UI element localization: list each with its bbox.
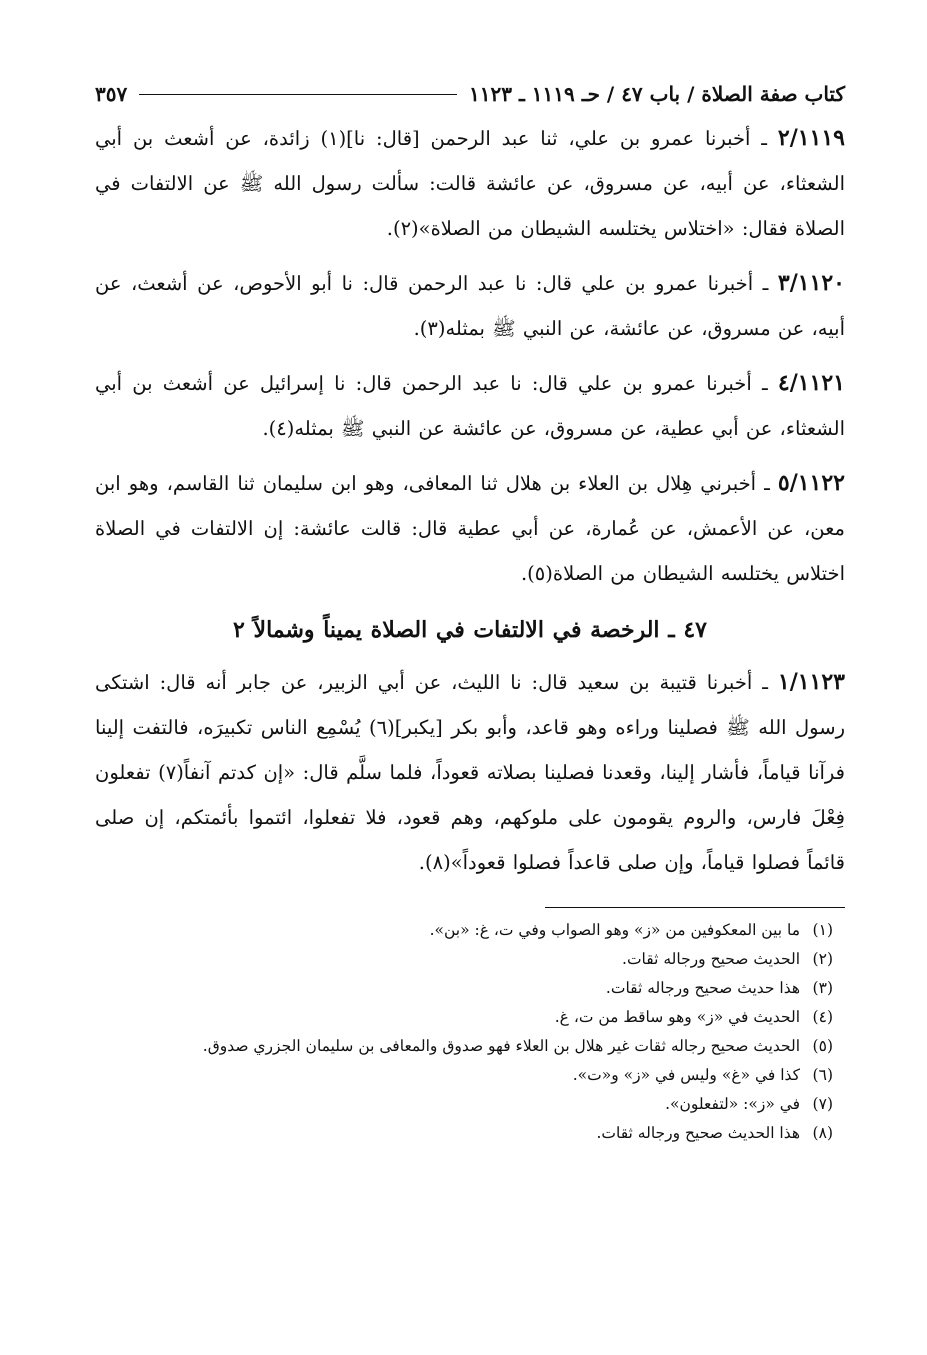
hadith-paragraph	[95, 461, 845, 596]
footnote-item	[95, 1032, 833, 1061]
footnote-marker: (٣)	[812, 979, 833, 997]
header-rule	[139, 94, 457, 95]
running-header	[95, 72, 845, 116]
footnote-item	[95, 1090, 833, 1119]
footnote-text: الحديث صحيح رجاله ثقات غير هلال بن العلاء فهو صدوق والمعافى بن سليمان الجزري صدوق.	[202, 1037, 801, 1055]
book-page	[95, 72, 845, 1148]
footnote-text: هذا حديث صحيح ورجاله ثقات.	[605, 979, 801, 997]
footnote-text: في «ز»: «لتفعلون».	[665, 1095, 801, 1113]
page-number: ٣٥٧	[95, 82, 128, 106]
hadith-paragraph	[95, 361, 845, 451]
hadith-text: ـ أخبرنا عمرو بن علي قال: نا عبد الرحمن قال: نا إسرائيل عن أشعث بن أبي الشعثاء، عن أبي عطية، عن مسروق، عن عائشة عن النبي ﷺ بمثله(٤).	[95, 372, 845, 440]
hadith-paragraph	[95, 261, 845, 351]
footnote-item	[95, 945, 833, 974]
footnote-item	[95, 916, 833, 945]
footnote-marker: (٨)	[812, 1124, 833, 1142]
footnote-marker: (١)	[812, 921, 833, 939]
hadith-text: ـ أخبرنا قتيبة بن سعيد قال: نا الليث، عن أبي الزبير، عن جابر أنه قال: اشتكى رسول الله ﷺ فصلينا وراءه وهو قاعد، وأبو بكر [يكبر](٦) يُسْمِع الناس تكبيرَه، فالتفت إلينا فرآنا قياماً، فأشار إلينا، وقعدنا فصلينا بصلاته قعوداً، فلما سلَّم قال: «إن كدتم آنفاً(٧) تفعلون فِعْلَ فارس، والروم يقومون على ملوكهم، وهم قعود، فلا تفعلوا، ائتموا بأئمتكم، إن صلى قائماً فصلوا قياماً، وإن صلى قاعداً فصلوا قعوداً»(٨).	[95, 671, 845, 874]
footnote-text: الحديث صحيح ورجاله ثقات.	[622, 950, 801, 968]
footnote-text: الحديث في «ز» وهو ساقط من ت، غ.	[554, 1008, 801, 1026]
footnote-marker: (٧)	[812, 1095, 833, 1113]
hadith-number: ٢/١١١٩	[777, 125, 845, 151]
footnote-item	[95, 1119, 833, 1148]
footnote-item	[95, 1003, 833, 1032]
footnote-text: هذا الحديث صحيح ورجاله ثقات.	[596, 1124, 801, 1142]
footnotes	[95, 916, 833, 1148]
hadith-number: ١/١١٢٣	[777, 669, 845, 695]
hadith-text: ـ أخبرنا عمرو بن علي، ثنا عبد الرحمن [قال: نا](١) زائدة، عن أشعث بن أبي الشعثاء، عن أبيه، عن مسروق، عن عائشة قالت: سألت رسول الله ﷺ عن الالتفات في الصلاة فقال: «اختلاس يختلسه الشيطان من الصلاة»(٢).	[95, 127, 845, 240]
hadith-number: ٤/١١٢١	[777, 370, 845, 396]
hadith-paragraph	[95, 116, 845, 251]
footnote-marker: (٤)	[812, 1008, 833, 1026]
footnote-marker: (٦)	[812, 1066, 833, 1084]
chapter-heading: ٤٧ ـ الرخصة في الالتفات في الصلاة يميناً وشمالاً ٢	[233, 617, 707, 643]
header-title: كتاب صفة الصلاة / باب ٤٧ / حـ ١١١٩ ـ ١١٢٣	[469, 82, 845, 106]
hadith-number: ٣/١١٢٠	[777, 270, 845, 296]
hadith-paragraph	[95, 660, 845, 885]
footnote-item	[95, 1061, 833, 1090]
hadith-text: ـ أخبرني هِلال بن العلاء بن هلال ثنا المعافى، وهو ابن سليمان ثنا القاسم، وهو ابن معن، عن الأعمش، عن عُمارة، عن أبي عطية قال: قالت عائشة: إن الالتفات في الصلاة اختلاس يختلسه الشيطان من الصلاة(٥).	[95, 472, 845, 585]
footnote-separator	[545, 907, 845, 908]
footnote-text: كذا في «غ» وليس في «ز» و«ت».	[572, 1066, 801, 1084]
hadith-number: ٥/١١٢٢	[777, 470, 845, 496]
main-text	[95, 116, 845, 885]
footnote-marker: (٢)	[812, 950, 833, 968]
hadith-text: ـ أخبرنا عمرو بن علي قال: نا عبد الرحمن قال: نا أبو الأحوص، عن أشعث، عن أبيه، عن مسروق، عن عائشة، عن النبي ﷺ بمثله(٣).	[95, 272, 845, 340]
footnote-item	[95, 974, 833, 1003]
footnote-marker: (٥)	[812, 1037, 833, 1055]
footnote-text: ما بين المعكوفين من «ز» وهو الصواب وفي ت، غ: «بن».	[429, 921, 801, 939]
